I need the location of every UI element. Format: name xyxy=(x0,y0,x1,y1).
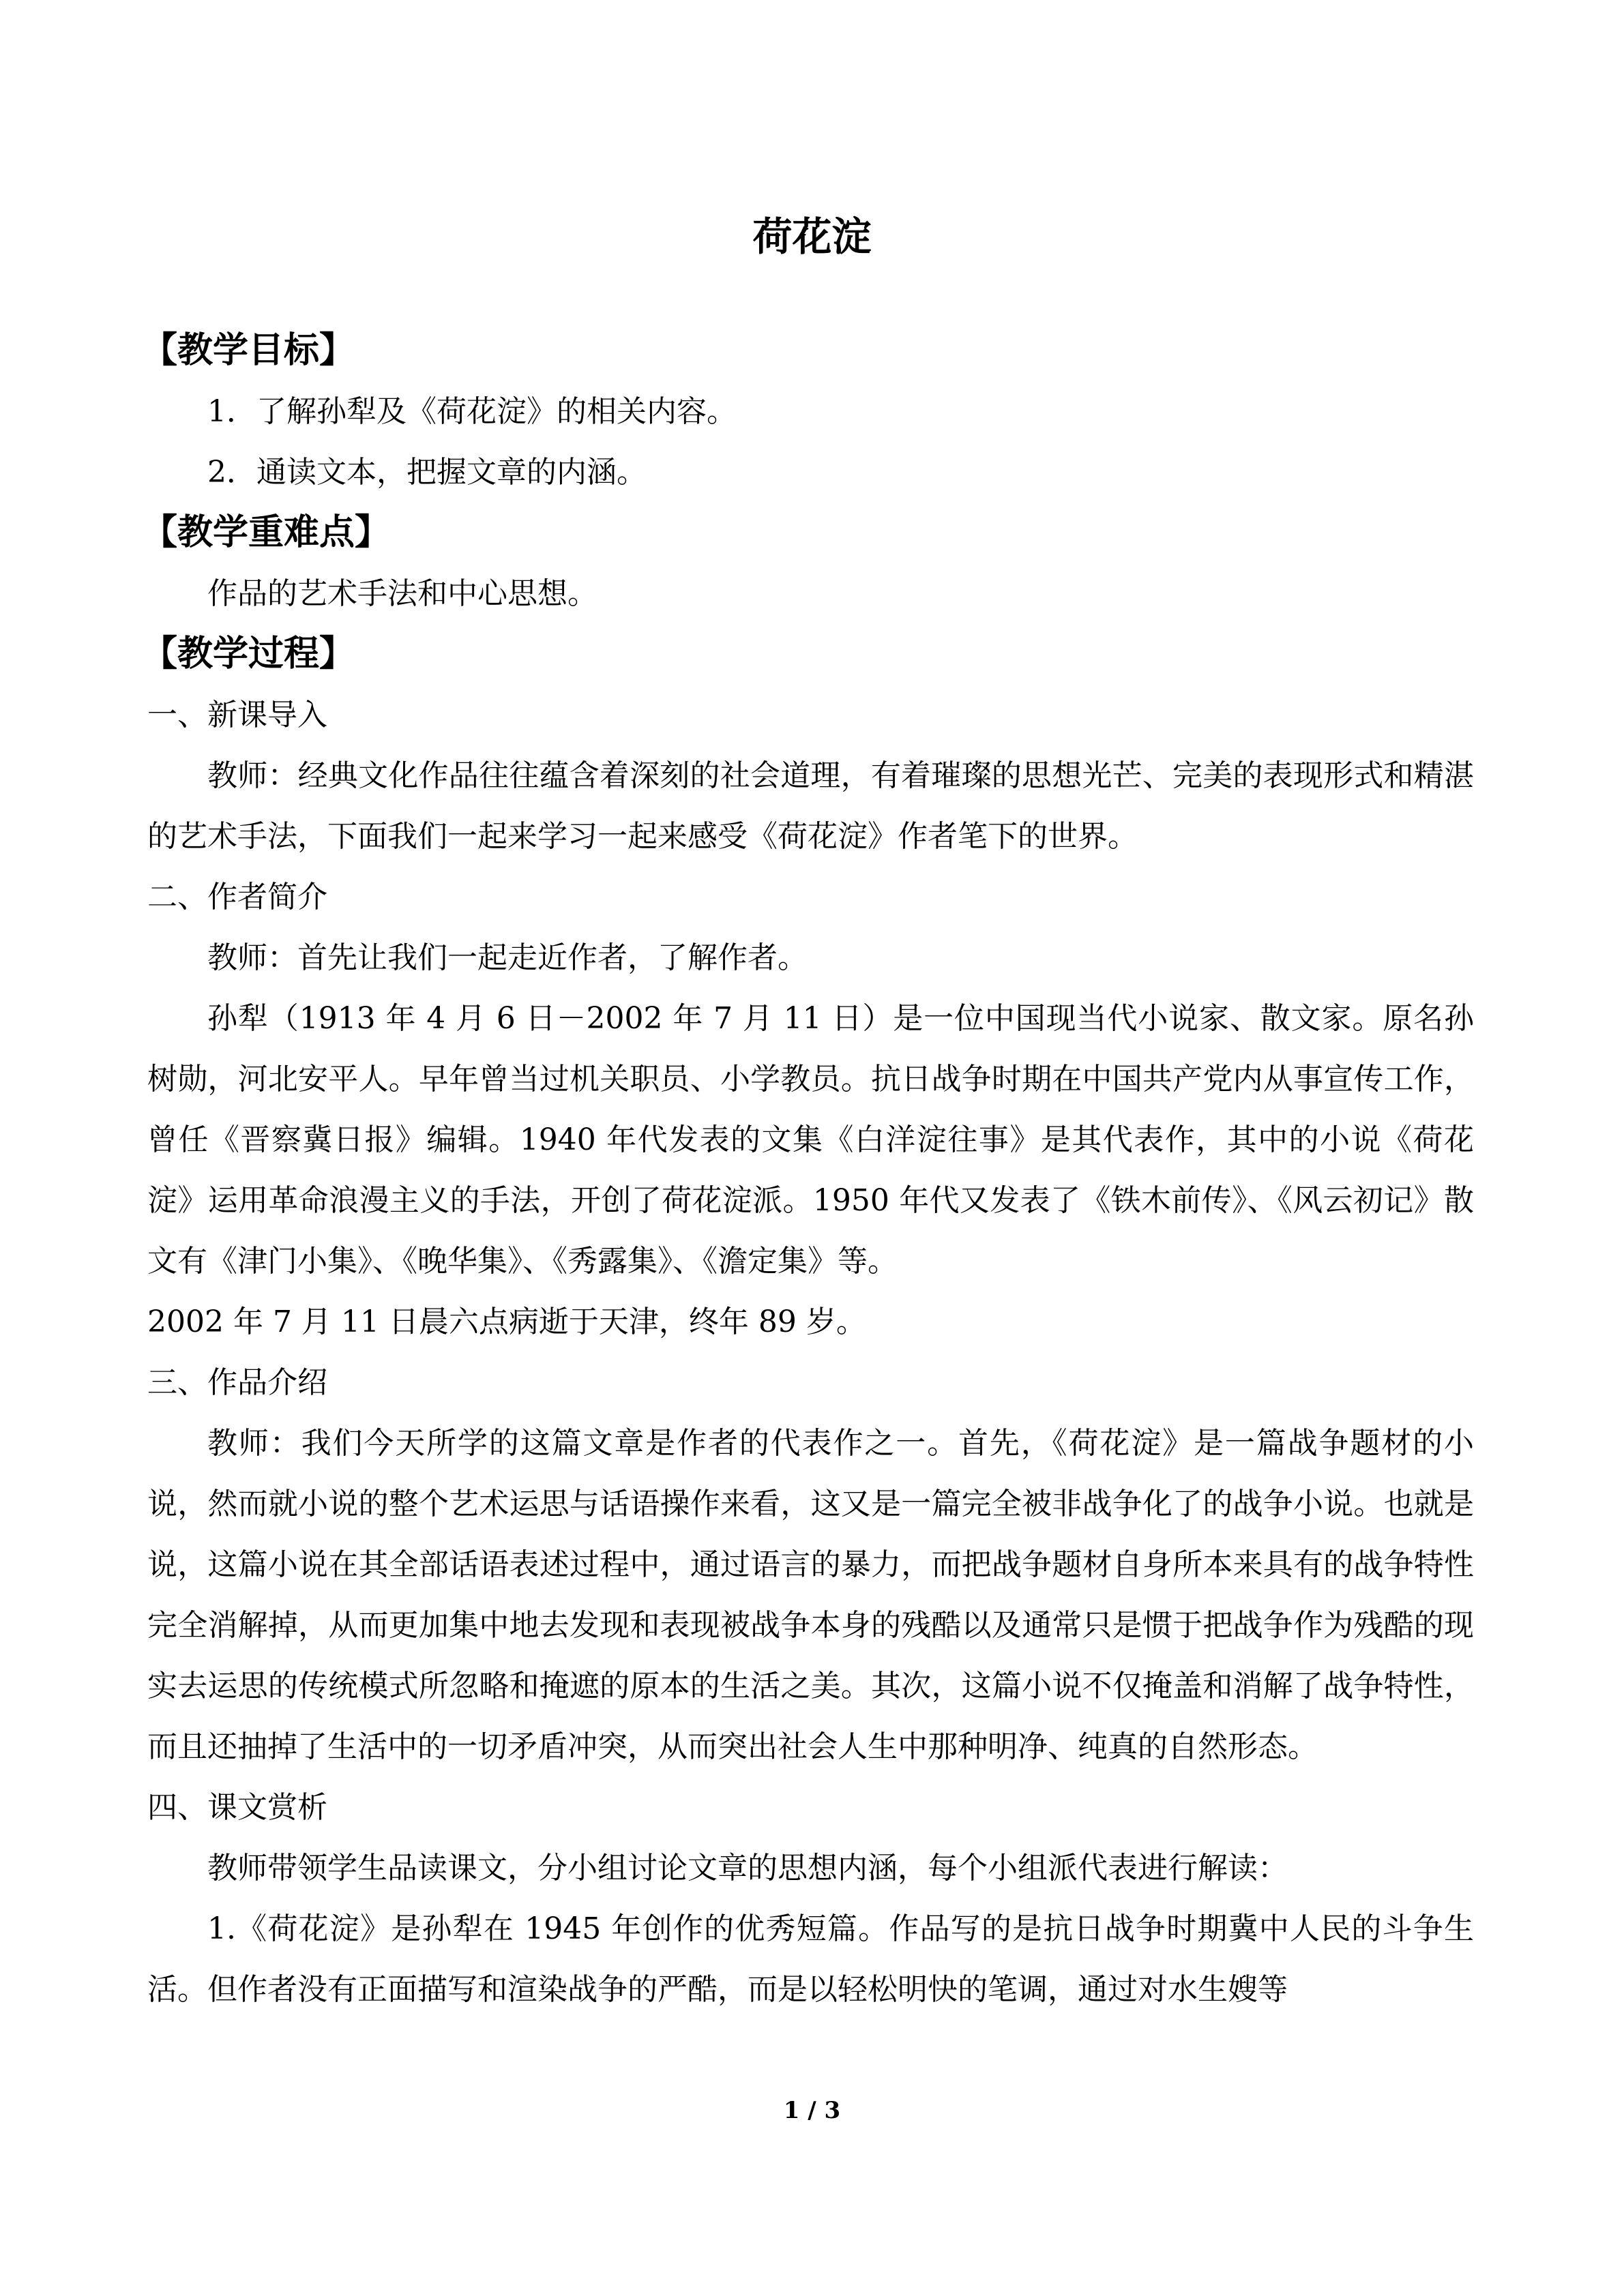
paragraph: 教师：我们今天所学的这篇文章是作者的代表作之一。首先，《荷花淀》是一篇战争题材的小说，然而就小说的整个艺术运思与话语操作来看，这又是一篇完全被非战争化了的战争小说。也就是说，这篇小说在其全部话语表述过程中，通过语言的暴力，而把战争题材自身所本来具有的战争特性完全消解掉，从而更加集中地去发现和表现被战争本身的残酷以及通常只是惯于把战争作为残酷的现实去运思的传统模式所忽略和掩遮的原本的生活之美。其次，这篇小说不仅掩盖和消解了战争特性，而且还抽掉了生活中的一切矛盾冲突，从而突出社会人生中那种明净、纯真的自然形态。 xyxy=(147,1426,1474,1764)
section-intro: 一、新课导入 xyxy=(147,698,327,732)
paragraph: 教师：首先让我们一起走近作者，了解作者。 xyxy=(207,940,808,975)
section-author: 二、作者简介 xyxy=(147,880,327,914)
page-number: 1 / 3 xyxy=(783,2097,841,2124)
page-title: 荷花淀 xyxy=(752,213,872,260)
paragraph: 1.《荷花淀》是孙犁在 1945 年创作的优秀短篇。作品写的是抗日战争时期冀中人民的斗争生活。但作者没有正面描写和渲染战争的严酷，而是以轻松明快的笔调，通过对水生嫂等 xyxy=(147,1911,1474,2007)
paragraph-continued: 2002 年 7 月 11 日晨六点病逝于天津，终年 89 岁。 xyxy=(147,1304,866,1339)
paragraph: 孙犁（1913 年 4 月 6 日－2002 年 7 月 11 日）是一位中国现当代小说家、散文家。原名孙树勋，河北安平人。早年曾当过机关职员、小学教员。抗日战争时期在中国共产党内从事宣传工作，曾任《晋察冀日报》编辑。1940 年代发表的文集《白洋淀往事》是其代表作，其中的小说《荷花淀》运用革命浪漫主义的手法，开创了荷花淀派。1950 年代又发表了《铁木前传》、《风云初记》散文有《津门小集》、《晚华集》、《秀露集》、《澹定集》等。 xyxy=(147,1001,1474,1279)
goal-item: 1．了解孙犁及《荷花淀》的相关内容。 xyxy=(207,394,737,429)
paragraph: 教师：经典文化作品往往蕴含着深刻的社会道理，有着璀璨的思想光芒、完美的表现形式和精湛的艺术手法，下面我们一起来学习一起来感受《荷花淀》作者笔下的世界。 xyxy=(147,758,1474,854)
paragraph: 教师带领学生品读课文，分小组讨论文章的思想内涵，每个小组派代表进行解读： xyxy=(207,1851,1288,1885)
heading-key-points: 【教学重难点】 xyxy=(142,512,391,553)
section-work-intro: 三、作品介绍 xyxy=(147,1365,327,1400)
document-body xyxy=(142,320,1474,2020)
key-points-text: 作品的艺术手法和中心思想。 xyxy=(207,576,597,611)
section-appreciation: 四、课文赏析 xyxy=(147,1790,327,1825)
heading-teaching-goals: 【教学目标】 xyxy=(142,330,355,371)
goal-item: 2．通读文本，把握文章的内涵。 xyxy=(207,455,647,490)
heading-teaching-process: 【教学过程】 xyxy=(142,633,355,674)
